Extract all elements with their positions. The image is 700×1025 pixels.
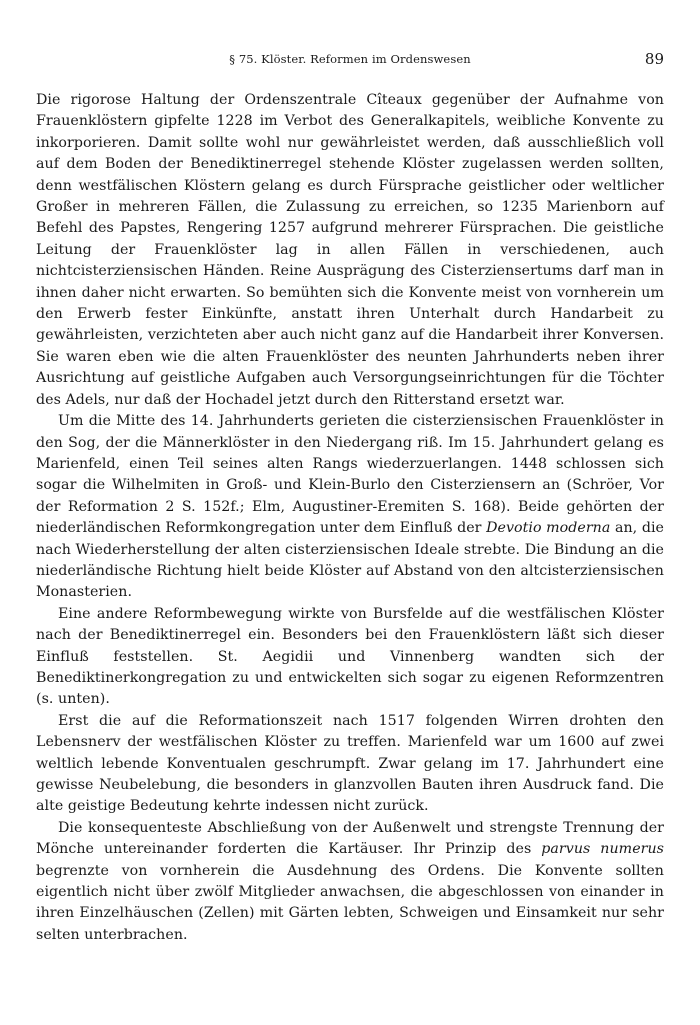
paragraph-text: Erst die auf die Reformationszeit nach 1517 folgenden Wirren drohten den Lebensnerv der westfälischen Klöster zu treffen. Marienfeld war um 1600 auf zwei weltlich lebende Konventualen geschrumpft. Zwar gelang im 17. Jahrhundert eine gewisse Neubelebung, die besonders in glanzvollen Bauten ihren Ausdruck fand. Die alte geistige Bedeutung kehrte indessen nicht zurück. [36,712,664,815]
running-head [36,50,664,72]
paragraph-text: Die rigorose Haltung der Ordenszentrale Cîteaux gegenüber der Aufnahme von Frauenklöstern gipfelte 1228 im Verbot des Generalkapitels, weibliche Konvente zu inkorporieren. Damit sollte wohl nur gewährleistet werden, daß ausschließlich voll auf dem Boden der Benediktinerregel stehende Klöster zugelassen werden sollten, denn westfälischen Klöstern gelang es durch Fürsprache geistlicher oder weltlicher Großer in mehreren Fällen, die Zulassung zu erreichen, so 1235 Marienborn auf Befehl des Papstes, Rengering 1257 aufgrund mehrerer Fürsprachen. Die geistliche Leitung der Frauenklöster lag in allen Fällen in verschiedenen, auch nichtcisterziensischen Händen. Reine Ausprägung des Cisterziensertums darf man in ihnen daher nicht erwarten. So bemühten sich die Konvente meist von vornherein um den Erwerb fester Einkünfte, anstatt ihren Unterhalt durch Handarbeit zu gewährleisten, verzichteten aber auch nicht ganz auf die Handarbeit ihrer Konversen. Sie waren eben wie die alten Frauenklöster des neunten Jahrhunderts neben ihrer Ausrichtung auf geistliche Aufgaben auch Versorgungseinrichtungen für die Töchter des Adels, nur daß der Hochadel jetzt durch den Ritterstand ersetzt war. [36,92,664,408]
italic-term-parvus-numerus: parvus numerus [541,841,664,858]
paragraph-text: Die konsequenteste Abschließung von der Außenwelt und strengste Trennung der Mönche untereinander forderten die Kartäuser. Ihr Prinzip des [36,819,664,858]
paragraph [36,818,664,946]
paragraph [36,90,664,411]
body-text [36,90,664,946]
paragraph [36,411,664,604]
paragraph-text: Um die Mitte des 14. Jahrhunderts gerieten die cisterziensischen Frauenklöster in den Sog, der die Männerklöster in den Niedergang riß. Im 15. Jahrhundert gelang es Marienfeld, einen Teil seines alten Rangs wiederzuerlangen. 1448 schlossen sich sogar die Wilhelmiten in Groß- und Klein-Burlo den Cisterziensern an (Schröer, Vor der Reformation 2 S. 152f.; Elm, Augustiner-Eremiten S. 168). Beide gehörten der niederländischen Reformkongregation unter dem Einfluß der [36,413,664,537]
paragraph [36,711,664,818]
paragraph [36,604,664,711]
running-title: § 75. Klöster. Reformen im Ordenswesen [229,52,471,66]
page-number: 89 [644,50,664,68]
paragraph-text: Eine andere Reformbewegung wirkte von Bursfelde auf die westfälischen Klöster nach der Benediktinerregel ein. Besonders bei den Frauenklöstern läßt sich dieser Einfluß feststellen. St. Aegidii und Vinnenberg wandten sich der Benediktinerkongregation zu und entwickelten sich sogar zu eigenen Reformzentren (s. unten). [36,605,664,708]
paragraph-text: begrenzte von vornherein die Ausdehnung des Ordens. Die Konvente sollten eigentlich nicht über zwölf Mitglieder anwachsen, die abgeschlossen von einander in ihren Einzelhäuschen (Zellen) mit Gärten lebten, Schweigen und Einsamkeit nur sehr selten unterbrachen. [36,862,664,943]
italic-term-devotio-moderna: Devotio moderna [486,520,611,537]
paragraph-text: an, die nach Wiederherstellung der alten cisterziensischen Ideale strebte. Die Bindung an die niederländische Richtung hielt beide Klöster auf Abstand von den altcisterziensischen Monasterien. [36,520,664,601]
